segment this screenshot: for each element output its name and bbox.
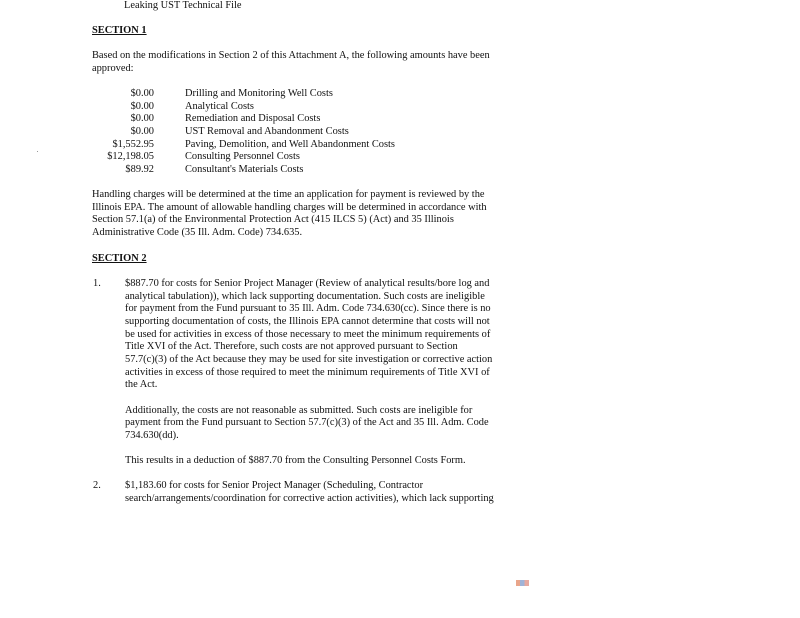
cost-amount: $0.00 bbox=[130, 88, 154, 99]
cost-amount: $12,198.05 bbox=[107, 151, 154, 163]
section-2-heading: SECTION 2 bbox=[92, 253, 147, 264]
handling-line: Handling charges will be determined at the time an application for payment is reviewed by the bbox=[92, 189, 485, 200]
scan-speck bbox=[37, 151, 38, 152]
cost-amount: $89.92 bbox=[125, 163, 154, 175]
list-item-line: supporting documentation of costs, the Illinois EPA cannot determine that costs will not bbox=[125, 315, 490, 327]
list-item-line: analytical tabulation)), which lack supporting documentation. Such costs are ineligible bbox=[125, 290, 485, 302]
cost-label: Paving, Demolition, and Well Abandonment Costs bbox=[185, 138, 395, 150]
cost-label: Consulting Personnel Costs bbox=[185, 151, 300, 163]
list-item-line: activities in excess of those required to meet the minimum requirements of Title XVI of bbox=[125, 366, 490, 378]
list-item-line: for payment from the Fund pursuant to 35 Ill. Adm. Code 734.630(cc). Since there is no bbox=[125, 303, 491, 315]
list-item-number: 2. bbox=[93, 480, 101, 491]
list-item-line: This results in a deduction of $887.70 from the Consulting Personnel Costs Form. bbox=[125, 455, 466, 467]
cost-label: Consultant's Materials Costs bbox=[185, 163, 304, 175]
handling-line: Administrative Code (35 Ill. Adm. Code) 734.635. bbox=[92, 226, 303, 238]
cost-label: Remediation and Disposal Costs bbox=[185, 113, 321, 125]
list-item-line: 734.630(dd). bbox=[125, 429, 179, 441]
cost-label: Analytical Costs bbox=[185, 100, 254, 112]
section-1-heading: SECTION 1 bbox=[92, 25, 147, 36]
list-item-line: 57.7(c)(3) of the Act because they may be used for site investigation or corrective action bbox=[125, 353, 493, 365]
list-item-line: search/arrangements/coordination for corrective action activities), which lack supporting bbox=[125, 492, 494, 504]
cost-label: UST Removal and Abandonment Costs bbox=[185, 125, 349, 137]
list-item-line: the Act. bbox=[125, 379, 158, 391]
list-item-line: $1,183.60 for costs for Senior Project Manager (Scheduling, Contractor bbox=[125, 480, 424, 491]
intro-line: approved: bbox=[92, 62, 134, 74]
list-item-line: Title XVI of the Act. Therefore, such costs are not approved pursuant to Section bbox=[125, 341, 458, 353]
cost-amount: $0.00 bbox=[130, 113, 154, 125]
intro-line: Based on the modifications in Section 2 of this Attachment A, the following amounts have been bbox=[92, 50, 490, 61]
cost-amount: $1,552.95 bbox=[112, 138, 154, 150]
list-item-line: $887.70 for costs for Senior Project Manager (Review of analytical results/bore log and bbox=[125, 278, 490, 289]
handling-line: Section 57.1(a) of the Environmental Protection Act (415 ILCS 5) (Act) and 35 Illinois bbox=[92, 214, 454, 226]
cost-amount: $0.00 bbox=[130, 100, 154, 112]
list-item-number: 1. bbox=[93, 278, 101, 289]
list-item-line: payment from the Fund pursuant to Section 57.7(c)(3) of the Act and 35 Ill. Adm. Code bbox=[125, 417, 489, 429]
logo-mark bbox=[516, 580, 529, 586]
list-item-line: be used for activities in excess of those necessary to meet the minimum requirements of bbox=[125, 328, 491, 340]
cost-label: Drilling and Monitoring Well Costs bbox=[185, 88, 333, 99]
handling-line: Illinois EPA. The amount of allowable handling charges will be determined in accordance with bbox=[92, 201, 487, 213]
file-title: Leaking UST Technical File bbox=[124, 0, 242, 11]
list-item-line: Additionally, the costs are not reasonable as submitted. Such costs are ineligible for bbox=[125, 404, 473, 416]
cost-amount: $0.00 bbox=[130, 125, 154, 137]
